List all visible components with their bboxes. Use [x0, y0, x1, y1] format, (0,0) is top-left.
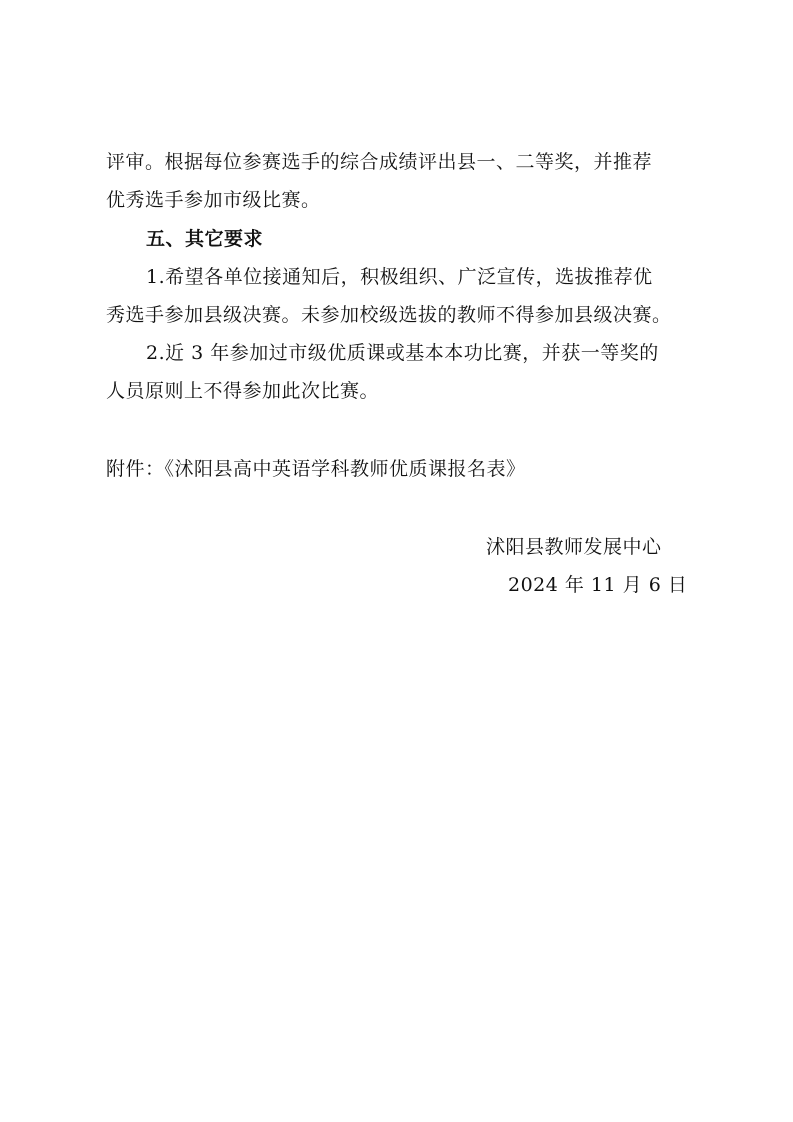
- issuing-organization: 沭阳县教师发展中心: [486, 536, 662, 558]
- paragraph-line: 评审。根据每位参赛选手的综合成绩评出县一、二等奖，并推荐: [106, 151, 653, 173]
- paragraph-line: 优秀选手参加市级比赛。: [106, 189, 321, 211]
- requirement-item-1-line: 秀选手参加县级决赛。未参加校级选拔的教师不得参加县级决赛。: [106, 304, 672, 326]
- requirement-item-2-line: 2.近 3 年参加过市级优质课或基本本功比赛，并获一等奖的: [146, 342, 659, 364]
- issue-date: 2024 年 11 月 6 日: [508, 574, 688, 596]
- attachment-line: 附件：《沭阳县高中英语学科教师优质课报名表》: [106, 458, 526, 480]
- section-heading: 五、其它要求: [146, 228, 264, 250]
- requirement-item-2-line: 人员原则上不得参加此次比赛。: [106, 380, 380, 402]
- requirement-item-1-line: 1.希望各单位接通知后，积极组织、广泛宣传，选拔推荐优: [146, 266, 653, 288]
